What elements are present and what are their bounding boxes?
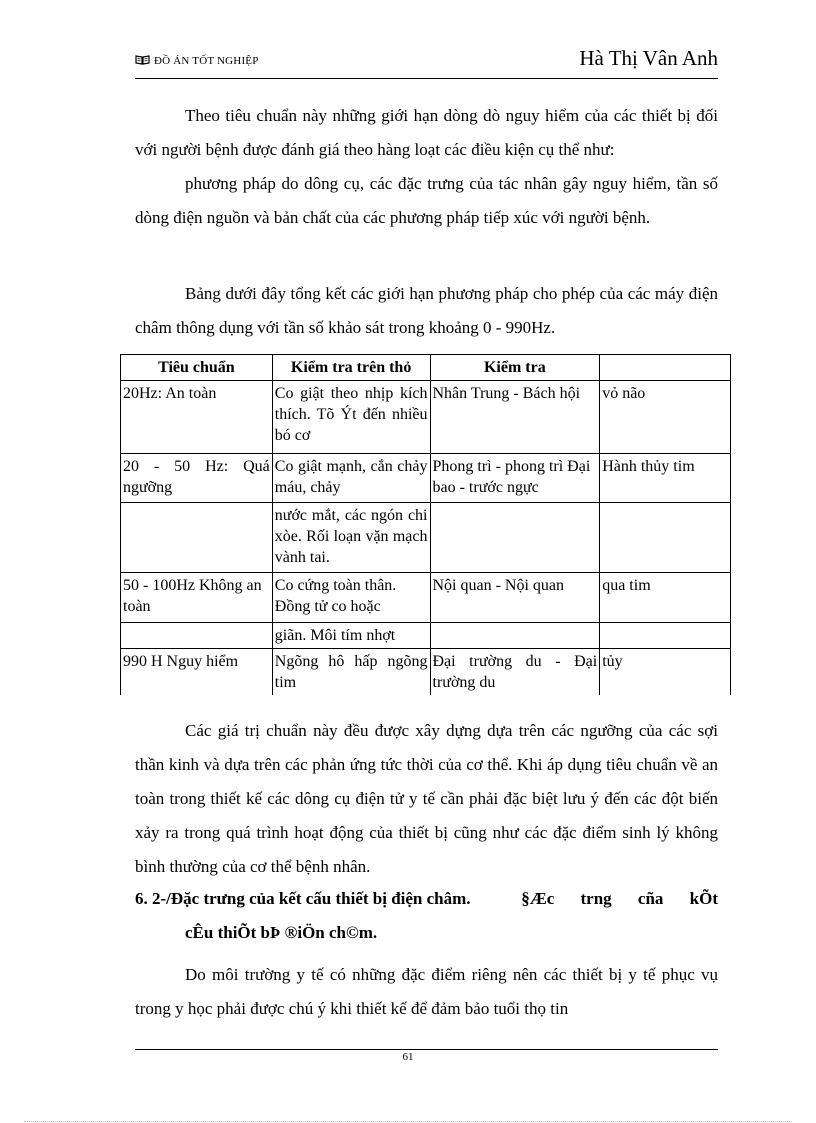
paragraph-2: phương pháp do dông cụ, các đặc trưng của tác nhân gây nguy hiểm, tần số dòng điện nguồn và bản chất của các phương pháp tiếp xúc với người bệnh. bbox=[135, 174, 718, 227]
table-cell: Ngõng hô hấp ngõng tim bbox=[272, 649, 430, 696]
table-cell bbox=[430, 503, 600, 573]
table-cell: Nội quan - Nội quan bbox=[430, 573, 600, 623]
footer-rule bbox=[135, 1049, 718, 1050]
table-cell bbox=[600, 503, 731, 573]
table-cell bbox=[121, 623, 273, 649]
table-cell: giãn. Môi tím nhợt bbox=[272, 623, 430, 649]
table-cell: qua tim bbox=[600, 573, 731, 623]
paragraph-4: Các giá trị chuẩn này đều được xây dựng dựa trên các ngưỡng của các sợi thần kinh và dựa trên các phản ứng tức thời của cơ thể. Khi áp dụng tiêu chuẩn về an toàn trong thiết kế các dông cụ điện tử y tế cần phải đặc biệt lưu ý đến các đột biến xảy ra trong quá trình hoạt động của thiết bị cũng như các đặc điểm sinh lý không bình thường của cơ thể bệnh nhân. bbox=[135, 721, 718, 876]
page-header bbox=[135, 48, 718, 79]
section-heading-line2: cÊu thiÕt bÞ ®iÖn ch©m. bbox=[185, 923, 378, 942]
table-cell: Nhân Trung - Bách hội bbox=[430, 381, 600, 454]
table-cell bbox=[600, 623, 731, 649]
table-row bbox=[121, 649, 731, 696]
table-header-cell: Tiêu chuẩn bbox=[121, 355, 273, 381]
table-cell: nước mắt, các ngón chi xòe. Rối loạn vặn mạch vành tai. bbox=[272, 503, 430, 573]
paragraph-1: Theo tiêu chuẩn này những giới hạn dòng dò nguy hiểm của các thiết bị đối với người bệnh được đánh giá theo hàng loạt các điều kiện cụ thể như: bbox=[135, 106, 718, 159]
table-cell: Co cứng toàn thân. Đồng tử co hoặc bbox=[272, 573, 430, 623]
header-title: ĐỒ ÁN TỐT NGHIỆP bbox=[154, 55, 259, 67]
table-cell: Phong trì - phong trì Đại bao - trước ngực bbox=[430, 454, 600, 503]
table-row bbox=[121, 381, 731, 454]
section-title-garbled: §Æc trng cña kÕt bbox=[521, 889, 718, 908]
table-cell: 50 - 100Hz Không an toàn bbox=[121, 573, 273, 623]
table-cell: 20 - 50 Hz: Quá ngưỡng bbox=[121, 454, 273, 503]
table-cell: Đại trường du - Đại trường du bbox=[430, 649, 600, 696]
table-row bbox=[121, 623, 731, 649]
table-row bbox=[121, 573, 731, 623]
table-cell: Co giật theo nhịp kích thích. Tõ Ýt đến nhiều bó cơ bbox=[272, 381, 430, 454]
author-name: Hà Thị Vân Anh bbox=[579, 46, 718, 70]
page-edge-dots bbox=[24, 1121, 792, 1122]
table-header-cell: Kiểm tra trên thỏ bbox=[272, 355, 430, 381]
table-cell bbox=[121, 503, 273, 573]
book-icon bbox=[135, 54, 150, 65]
table-cell: 990 H Nguy hiểm bbox=[121, 649, 273, 696]
table-header-cell bbox=[600, 355, 731, 381]
table-cell: Co giật mạnh, cắn chảy máu, chảy bbox=[272, 454, 430, 503]
table-cell: tủy bbox=[600, 649, 731, 696]
table-header-cell: Kiểm tra bbox=[430, 355, 600, 381]
limits-table bbox=[120, 354, 731, 695]
table-cell: 20Hz: An toàn bbox=[121, 381, 273, 454]
page-number: 61 bbox=[402, 1051, 414, 1063]
section-heading bbox=[135, 889, 718, 909]
table-row bbox=[121, 503, 731, 573]
table-row bbox=[121, 454, 731, 503]
paragraph-3: Bảng dưới đây tổng kết các giới hạn phương pháp cho phép của các máy điện châm thông dụng với tần số khảo sát trong khoảng 0 - 990Hz. bbox=[135, 284, 718, 337]
table-cell: Hành thủy tim bbox=[600, 454, 731, 503]
paragraph-5: Do môi trường y tế có những đặc điểm riêng nên các thiết bị y tế phục vụ trong y học phải được chú ý khi thiết kế để đảm bảo tuổi thọ tin bbox=[135, 965, 718, 1018]
header-left bbox=[135, 54, 259, 67]
table-cell: vỏ não bbox=[600, 381, 731, 454]
table-cell bbox=[430, 623, 600, 649]
table-header-row bbox=[121, 355, 731, 381]
section-title: 6. 2-/Đặc trưng của kết cấu thiết bị điện châm. bbox=[135, 889, 471, 908]
